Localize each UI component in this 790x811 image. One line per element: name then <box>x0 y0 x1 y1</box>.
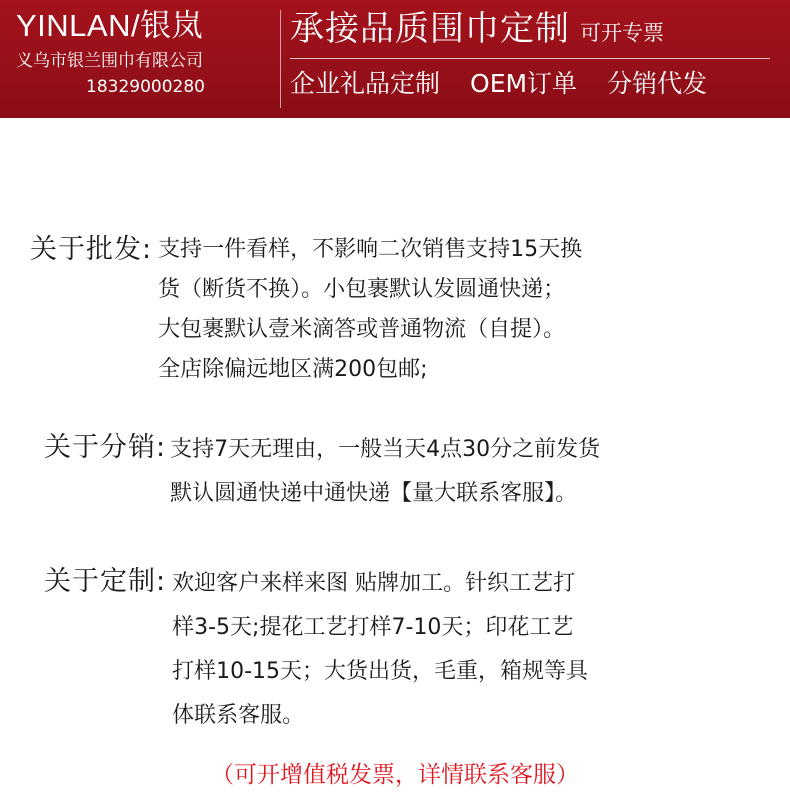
headline: 承接品质围巾定制 <box>290 9 570 49</box>
section-distribution <box>44 428 600 516</box>
invoice-tag: 可开专票 <box>580 21 664 45</box>
section-text-customization <box>172 562 588 738</box>
section-wholesale <box>30 230 582 390</box>
brand-block <box>16 6 266 100</box>
distribution-line: 默认圆通快递中通快递【量大联系客服】。 <box>170 481 578 506</box>
customization-line: 欢迎客户来样来图 贴牌加工。针织工艺打 <box>172 571 576 596</box>
company-name: 义乌市银兰围巾有限公司 <box>16 51 203 71</box>
section-label-customization: 关于定制: <box>44 566 167 597</box>
distribution-line: 支持7天无理由，一般当天4点30分之前发货 <box>170 437 601 462</box>
banner-slogan-block <box>290 6 780 103</box>
customization-line: 打样10-15天；大货出货，毛重，箱规等具 <box>172 659 589 684</box>
invoice-footer-note: （可开增值税发票，详情联系客服） <box>211 762 579 788</box>
wholesale-line: 支持一件看样，不影响二次销售支持15天换 <box>158 237 583 262</box>
service-dropshipping: 分销代发 <box>607 69 708 98</box>
section-customization <box>44 562 588 738</box>
header-banner <box>0 0 790 118</box>
section-text-distribution <box>170 428 600 516</box>
wholesale-line: 货（断货不换）。小包裹默认发圆通快递； <box>158 277 566 302</box>
brand-name: YINLAN/银岚 <box>16 8 204 43</box>
wholesale-line: 全店除偏远地区满200包邮; <box>158 357 428 382</box>
service-oem-orders: OEM订单 <box>470 69 578 98</box>
customization-line: 体联系客服。 <box>172 703 305 728</box>
phone-number: 18329000280 <box>86 77 205 97</box>
wholesale-line: 大包裹默认壹米滴答或普通物流（自提）。 <box>158 317 566 342</box>
banner-divider <box>280 10 281 108</box>
section-label-wholesale: 关于批发: <box>30 234 153 265</box>
headline-rule <box>290 58 770 59</box>
customization-line: 样3-5天;提花工艺打样7-10天；印花工艺 <box>172 615 574 640</box>
section-label-distribution: 关于分销: <box>44 432 167 463</box>
policy-content <box>0 118 790 811</box>
section-text-wholesale <box>158 230 582 390</box>
service-gift-customization: 企业礼品定制 <box>290 69 441 98</box>
headline-row <box>290 6 780 52</box>
services-row <box>290 65 780 103</box>
